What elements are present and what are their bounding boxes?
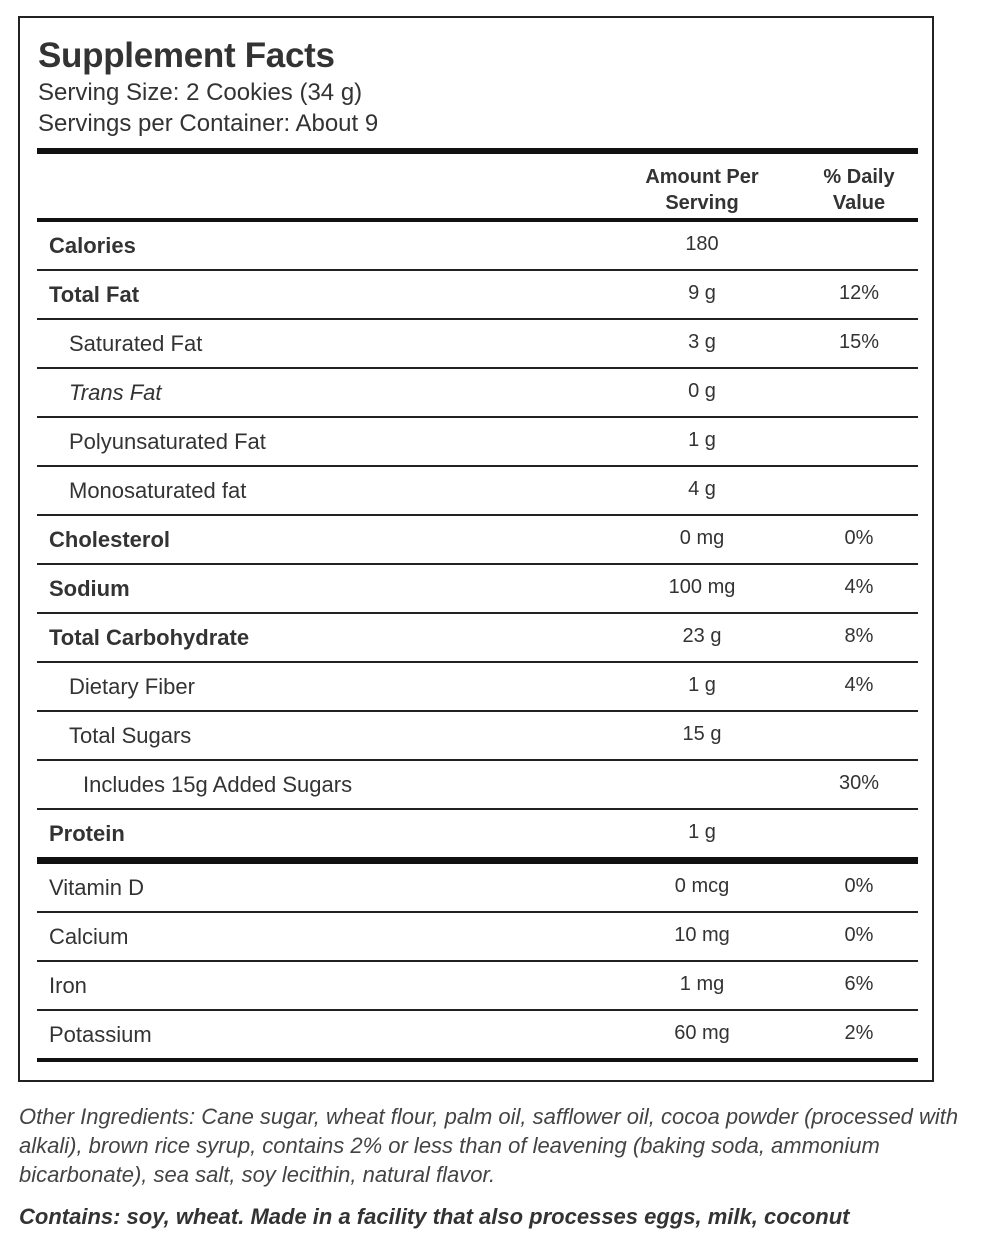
nutrient-amount: 1 g	[688, 674, 716, 696]
nutrient-row-polyunsaturated-fat	[37, 418, 918, 467]
vitamin-row-iron	[37, 962, 918, 1011]
daily-header-line2: Value	[832, 192, 886, 214]
allergen-statement: Contains: soy, wheat. Made in a facility that also processes eggs, milk, coconut	[19, 1204, 850, 1229]
nutrient-daily-value	[797, 418, 921, 465]
vitamin-row-vitamin-d	[37, 864, 918, 913]
bottom-thick-divider	[37, 1058, 918, 1062]
nutrient-name: Monosaturated fat	[69, 478, 247, 503]
nutrient-daily-value	[797, 369, 921, 416]
nutrient-name: Dietary Fiber	[69, 674, 195, 699]
vitamin-name: Vitamin D	[49, 875, 144, 900]
nutrient-name: Polyunsaturated Fat	[69, 429, 266, 454]
supplement-facts-panel	[18, 16, 934, 1082]
vitamin-daily-value: 6%	[844, 973, 874, 995]
nutrient-name: Sodium	[49, 576, 130, 601]
vitamin-amount: 1 mg	[679, 973, 725, 995]
nutrient-daily-value: 8%	[844, 625, 874, 647]
nutrient-amount: 100 mg	[668, 576, 736, 598]
nutrient-daily-value: 30%	[838, 772, 880, 794]
amount-header-line1: Amount Per	[645, 166, 759, 188]
nutrient-row-calories	[37, 222, 918, 271]
nutrient-name: Total Sugars	[69, 723, 192, 748]
nutrient-daily-value	[797, 810, 921, 857]
nutrient-row-cholesterol	[37, 516, 918, 565]
nutrient-daily-value	[797, 467, 921, 514]
nutrient-amount: 180	[685, 233, 719, 255]
vitamin-name: Calcium	[49, 924, 129, 949]
nutrient-row-total-sugars	[37, 712, 918, 761]
nutrient-amount: 4 g	[688, 478, 716, 500]
vitamin-daily-value: 0%	[844, 875, 874, 897]
nutrient-amount	[602, 761, 802, 808]
vitamin-name: Iron	[49, 973, 87, 998]
nutrient-name: Total Carbohydrate	[49, 625, 250, 650]
nutrient-row-saturated-fat	[37, 320, 918, 369]
nutrient-amount: 15 g	[682, 723, 722, 745]
vitamin-daily-value: 0%	[844, 924, 874, 946]
vitamins-thick-divider	[37, 857, 918, 864]
nutrient-daily-value	[797, 222, 921, 269]
vitamin-row-calcium	[37, 913, 918, 962]
other-ingredients-text: Other Ingredients: Cane sugar, wheat flour, palm oil, safflower oil, cocoa powder (processed with alkali), brown rice syrup, contains 2% or less than of leavening (baking soda, ammonium bicarbonate), sea salt, soy lecithin, natural flavor.	[19, 1104, 959, 1187]
nutrient-name: Cholesterol	[49, 527, 171, 552]
panel-title: Supplement Facts	[38, 36, 335, 75]
nutrient-daily-value: 4%	[844, 576, 874, 598]
nutrient-name: Total Fat	[49, 282, 140, 307]
nutrient-amount: 23 g	[682, 625, 722, 647]
nutrient-amount: 0 mg	[679, 527, 725, 549]
nutrient-name: Saturated Fat	[69, 331, 203, 356]
nutrient-daily-value	[797, 712, 921, 759]
nutrient-name: Trans Fat	[69, 380, 162, 405]
vitamin-amount: 60 mg	[674, 1022, 730, 1044]
daily-header-line1: % Daily	[823, 166, 895, 188]
serving-size: Serving Size: 2 Cookies (34 g)	[38, 79, 363, 106]
nutrient-amount: 0 g	[688, 380, 716, 402]
nutrient-row-sodium	[37, 565, 918, 614]
amount-per-serving-header	[602, 164, 802, 216]
nutrient-row-dietary-fiber	[37, 663, 918, 712]
amount-header-line2: Serving	[665, 192, 739, 214]
nutrient-amount: 3 g	[688, 331, 716, 353]
vitamin-row-potassium	[37, 1011, 918, 1058]
nutrient-daily-value: 15%	[838, 331, 880, 353]
vitamin-daily-value: 2%	[844, 1022, 874, 1044]
nutrient-name: Protein	[49, 821, 125, 846]
nutrient-row-total-carbohydrate	[37, 614, 918, 663]
nutrient-row-added-sugars	[37, 761, 918, 810]
servings-per-container: Servings per Container: About 9	[38, 110, 379, 137]
nutrient-daily-value: 4%	[844, 674, 874, 696]
nutrient-name: Calories	[49, 233, 136, 258]
nutrient-row-monosaturated-fat	[37, 467, 918, 516]
nutrient-row-total-fat	[37, 271, 918, 320]
nutrition-table	[37, 148, 918, 1062]
nutrient-amount: 1 g	[688, 821, 716, 843]
nutrient-amount: 1 g	[688, 429, 716, 451]
vitamin-amount: 0 mcg	[674, 875, 730, 897]
nutrient-row-trans-fat	[37, 369, 918, 418]
nutrient-name: Includes 15g Added Sugars	[83, 772, 353, 797]
nutrient-amount: 9 g	[688, 282, 716, 304]
daily-value-header	[797, 164, 921, 216]
vitamin-amount: 10 mg	[674, 924, 730, 946]
vitamin-name: Potassium	[49, 1022, 152, 1047]
nutrient-daily-value: 0%	[844, 527, 874, 549]
nutrient-row-protein	[37, 810, 918, 857]
nutrient-daily-value: 12%	[838, 282, 880, 304]
column-header-row	[37, 154, 918, 218]
